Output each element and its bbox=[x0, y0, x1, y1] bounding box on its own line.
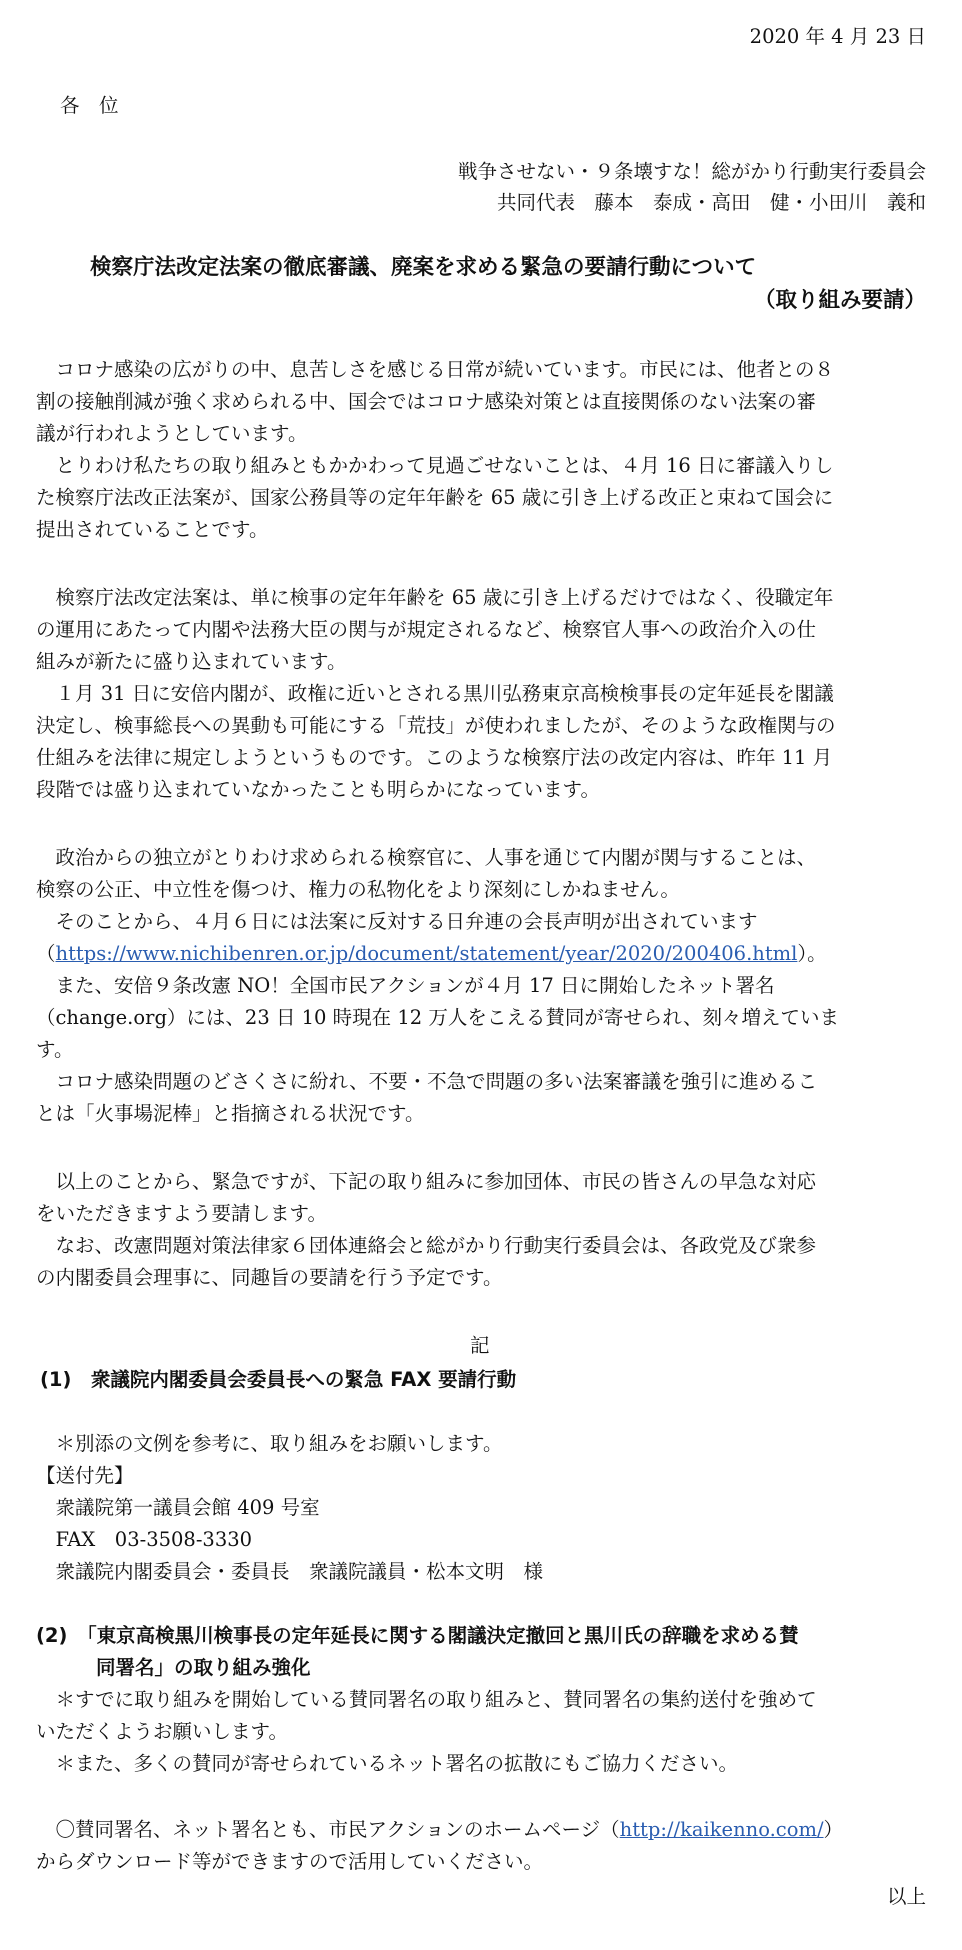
text-line: 議が行われようとしています。 bbox=[36, 422, 308, 445]
destination-label: 【送付先】 bbox=[36, 1464, 134, 1487]
closing-line-2: からダウンロード等ができますので活用していください。 bbox=[36, 1850, 544, 1873]
text-line: の内閣委員会理事に、同趣旨の要請を行う予定です。 bbox=[36, 1266, 503, 1289]
text-line: １月 31 日に安倍内閣が、政権に近いとされる黒川弘務東京高検検事長の定年延長を閣議 bbox=[36, 682, 834, 705]
sender-representatives: 共同代表 藤本 泰成・高田 健・小田川 義和 bbox=[496, 191, 926, 214]
item-2-line: いただくようお願いします。 bbox=[36, 1720, 288, 1743]
ki-heading: 記 bbox=[470, 1334, 490, 1357]
document-subtitle: （取り組み要請） bbox=[753, 288, 926, 313]
destination-office: 衆議院第一議員会館 409 号室 bbox=[36, 1496, 320, 1519]
text-line: 検察庁法改定法案は、単に検事の定年年齢を 65 歳に引き上げるだけではなく、役職定年 bbox=[36, 586, 834, 609]
item-2-line: ＊すでに取り組みを開始している賛同署名の取り組みと、賛同署名の集約送付を強めて bbox=[36, 1688, 817, 1711]
destination-fax: FAX 03-3508-3330 bbox=[36, 1528, 253, 1551]
text-line: また、安倍９条改憲 NO！全国市民アクションが４月 17 日に開始したネット署名 bbox=[36, 974, 775, 997]
closing-text: 〇賛同署名、ネット署名とも、市民アクションのホームページ（ bbox=[36, 1818, 620, 1841]
text-line: 決定し、検事総長への異動も可能にする「荒技」が使われましたが、そのような政権関与の bbox=[36, 714, 836, 737]
text-line: そのことから、４月６日には法案に反対する日弁連の会長声明が出されています bbox=[36, 910, 758, 933]
text-line: コロナ感染問題のどさくさに紛れ、不要・不急で問題の多い法案審議を強引に進めるこ bbox=[36, 1070, 818, 1093]
document-title: 検察庁法改定法案の徹底審議、廃案を求める緊急の要請行動について bbox=[90, 255, 757, 280]
text-line: 以上のことから、緊急ですが、下記の取り組みに参加団体、市民の皆さんの早急な対応 bbox=[36, 1170, 817, 1193]
paren-open: （ bbox=[36, 942, 56, 965]
sender-organization: 戦争させない・９条壊すな！総がかり行動実行委員会 bbox=[457, 160, 926, 183]
paren-close: ）。 bbox=[797, 942, 827, 965]
text-line: 政治からの独立がとりわけ求められる検察官に、人事を通じて内閣が関与することは、 bbox=[36, 846, 817, 869]
text-line bbox=[36, 942, 827, 966]
text-line: とは「火事場泥棒」と指摘される状況です。 bbox=[36, 1102, 425, 1125]
text-line: 検察の公正、中立性を傷つけ、権力の私物化をより深刻にしかねません。 bbox=[36, 878, 680, 901]
text-line: の運用にあたって内閣や法務大臣の関与が規定されるなど、検察官人事への政治介入の仕 bbox=[36, 618, 817, 641]
text-line: 割の接触削減が強く求められる中、国会ではコロナ感染対策とは直接関係のない法案の審 bbox=[36, 390, 817, 413]
closing-paren: ） bbox=[823, 1818, 844, 1841]
end-mark: 以上 bbox=[886, 1885, 926, 1908]
item-2-line: ＊また、多くの賛同が寄せられているネット署名の拡散にもご協力ください。 bbox=[36, 1752, 739, 1775]
item-2-heading-cont: 同署名」の取り組み強化 bbox=[96, 1656, 311, 1679]
text-line: なお、改憲問題対策法律家６団体連絡会と総がかり行動実行委員会は、各政党及び衆参 bbox=[36, 1234, 817, 1257]
item-2-heading: (2) 「東京高検黒川検事長の定年延長に関する閣議決定撤回と黒川氏の辞職を求める賛 bbox=[36, 1624, 799, 1647]
text-line: （change.org）には、23 日 10 時現在 12 万人をこえる賛同が寄せられ、刻々増えていま bbox=[36, 1006, 840, 1029]
kaikenno-homepage-link[interactable]: http://kaikenno.com/ bbox=[619, 1818, 824, 1841]
text-line: た検察庁法改正法案が、国家公務員等の定年年齢を 65 歳に引き上げる改正と束ねて国会に bbox=[36, 486, 834, 509]
date: 2020 年 4 月 23 日 bbox=[749, 25, 926, 48]
text-line: コロナ感染の広がりの中、息苦しさを感じる日常が続いています。市民には、他者との８ bbox=[36, 358, 834, 381]
text-line: 段階では盛り込まれていなかったことも明らかになっています。 bbox=[36, 778, 600, 801]
text-line: 提出されていることです。 bbox=[36, 518, 269, 541]
text-line: とりわけ私たちの取り組みともかかわって見過ごせないことは、４月 16 日に審議入りし bbox=[36, 454, 834, 477]
text-line: す。 bbox=[36, 1038, 74, 1061]
nichibenren-statement-link[interactable]: https://www.nichibenren.or.jp/document/statement/year/2020/200406.html bbox=[55, 942, 798, 965]
text-line: 仕組みを法律に規定しようというものです。このような検察庁法の改定内容は、昨年 11 月 bbox=[36, 746, 833, 769]
closing-line bbox=[36, 1818, 843, 1842]
item-1-instruction: ＊別添の文例を参考に、取り組みをお願いします。 bbox=[36, 1432, 503, 1455]
addressee: 各 位 bbox=[60, 94, 119, 117]
destination-recipient: 衆議院内閣委員会・委員長 衆議院議員・松本文明 様 bbox=[36, 1560, 544, 1583]
text-line: をいただきますよう要請します。 bbox=[36, 1202, 327, 1225]
item-1-heading: (1) 衆議院内閣委員会委員長への緊急 FAX 要請行動 bbox=[40, 1368, 517, 1391]
text-line: 組みが新たに盛り込まれています。 bbox=[36, 650, 347, 673]
